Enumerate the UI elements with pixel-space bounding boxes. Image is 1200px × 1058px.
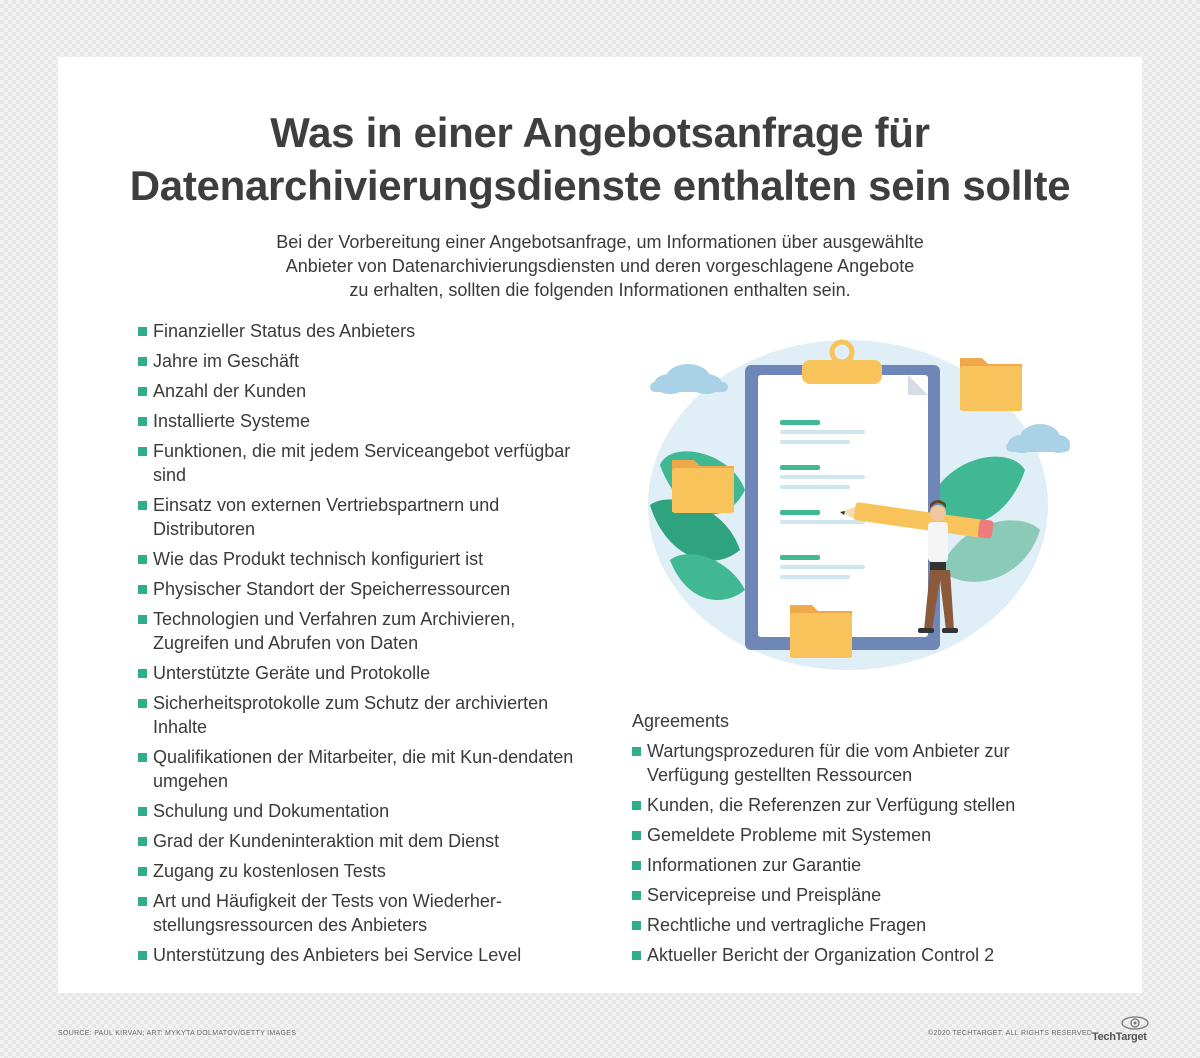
title-line-2: Datenarchivierungsdienste enthalten sein sollte [129, 162, 1071, 209]
square-bullet-icon [138, 807, 147, 816]
list-item [138, 409, 588, 433]
list-item [138, 859, 588, 883]
list-item [632, 853, 1092, 877]
square-bullet-icon [632, 951, 641, 960]
list-item-text: Funktionen, die mit jedem Serviceangebot verfügbar sind [153, 441, 571, 485]
square-bullet-icon [632, 747, 641, 756]
list-item [632, 883, 1092, 907]
square-bullet-icon [632, 801, 641, 810]
square-bullet-icon [138, 669, 147, 678]
list-item [138, 379, 588, 403]
list-item [138, 691, 588, 739]
list-item [632, 823, 1092, 847]
list-item [632, 793, 1092, 817]
square-bullet-icon [138, 501, 147, 510]
list-item-text: Jahre im Geschäft [153, 351, 300, 371]
list-item-text: Rechtliche und vertragliche Fragen [647, 915, 927, 935]
clipboard-paper [758, 375, 928, 637]
list-item-text: Wartungsprozeduren für die vom Anbieter zur Verfügung gestellten Ressourcen [647, 741, 1010, 785]
list-item [138, 829, 588, 853]
list-item-text: Gemeldete Probleme mit Systemen [647, 825, 932, 845]
list-item-text: Servicepreise und Preispläne [647, 885, 882, 905]
list-item [138, 493, 588, 541]
list-item-text: Qualifikationen der Mitarbeiter, die mit Kun-dendaten umgehen [153, 747, 574, 791]
square-bullet-icon [138, 357, 147, 366]
list-item-text: Anzahl der Kunden [153, 381, 307, 401]
square-bullet-icon [138, 699, 147, 708]
list-item [138, 889, 588, 937]
list-item-text: Zugang zu kostenlosen Tests [153, 861, 386, 881]
square-bullet-icon [138, 615, 147, 624]
list-item [632, 943, 1092, 967]
list-item [632, 739, 1092, 787]
page-title [0, 106, 1200, 212]
list-item [138, 943, 588, 967]
square-bullet-icon [632, 861, 641, 870]
list-item-text: Art und Häufigkeit der Tests von Wiederher-stellungsressourcen des Anbieters [153, 891, 502, 935]
list-item [138, 547, 588, 571]
list-item [138, 607, 588, 655]
folder-icon [960, 358, 1022, 411]
intro-line-3: zu erhalten, sollten die folgenden Informationen enthalten sein. [349, 280, 851, 300]
list-item [138, 349, 588, 373]
square-bullet-icon [632, 831, 641, 840]
list-item-text: Kunden, die Referenzen zur Verfügung stellen [647, 795, 1016, 815]
eye-logo-icon [1120, 1015, 1150, 1031]
square-bullet-icon [138, 585, 147, 594]
list-item-text: Technologien und Verfahren zum Archivieren, Zugreifen und Abrufen von Daten [153, 609, 516, 653]
square-bullet-icon [138, 951, 147, 960]
agreements-heading: Agreements [632, 711, 730, 731]
clipboard-illustration [630, 330, 1070, 675]
intro-line-2: Anbieter von Datenarchivierungsdiensten und deren vorgeschlagene Angebote [285, 256, 915, 276]
square-bullet-icon [138, 327, 147, 336]
square-bullet-icon [138, 417, 147, 426]
cloud-icon [650, 364, 728, 394]
square-bullet-icon [138, 753, 147, 762]
list-item-text: Einsatz von externen Vertriebspartnern und Distributoren [153, 495, 500, 539]
source-credit: SOURCE: PAUL KIRVAN; ART: MYKYTA DOLMATOV/GETTY IMAGES [58, 1030, 297, 1037]
square-bullet-icon [138, 897, 147, 906]
list-item [138, 745, 588, 793]
list-item-text: Unterstützte Geräte und Protokolle [153, 663, 431, 683]
list-item-text: Grad der Kundeninteraktion mit dem Dienst [153, 831, 500, 851]
intro-line-1: Bei der Vorbereitung einer Angebotsanfrage, um Informationen über ausgewählte [276, 232, 924, 252]
list-item [138, 319, 588, 343]
square-bullet-icon [632, 891, 641, 900]
folder-icon [672, 460, 734, 513]
square-bullet-icon [632, 921, 641, 930]
list-item [138, 661, 588, 685]
list-item-text: Aktueller Bericht der Organization Control 2 [647, 945, 995, 965]
list-item-text: Schulung und Dokumentation [153, 801, 390, 821]
agreements-list [632, 739, 1092, 973]
list-item-text: Finanzieller Status des Anbieters [153, 321, 416, 341]
techtarget-logo [1092, 1015, 1152, 1043]
list-item [138, 577, 588, 601]
intro-text [180, 230, 1020, 302]
list-item [138, 799, 588, 823]
list-item-text: Sicherheitsprotokolle zum Schutz der archivierten Inhalte [153, 693, 549, 737]
square-bullet-icon [138, 447, 147, 456]
list-item-text: Physischer Standort der Speicherressourcen [153, 579, 511, 599]
list-item [632, 913, 1092, 937]
list-item-text: Unterstützung des Anbieters bei Service Level [153, 945, 522, 965]
square-bullet-icon [138, 555, 147, 564]
square-bullet-icon [138, 837, 147, 846]
title-line-1: Was in einer Angebotsanfrage für [270, 109, 930, 156]
list-item [138, 439, 588, 487]
logo-wordmark: TechTarget [1092, 1031, 1147, 1043]
list-item-text: Informationen zur Garantie [647, 855, 862, 875]
requirements-list [138, 319, 588, 973]
folder-icon [790, 605, 852, 658]
square-bullet-icon [138, 867, 147, 876]
square-bullet-icon [138, 387, 147, 396]
copyright-notice: ©2020 TECHTARGET. ALL RIGHTS RESERVED [928, 1030, 1093, 1037]
list-item-text: Installierte Systeme [153, 411, 311, 431]
list-item-text: Wie das Produkt technisch konfiguriert ist [153, 549, 484, 569]
